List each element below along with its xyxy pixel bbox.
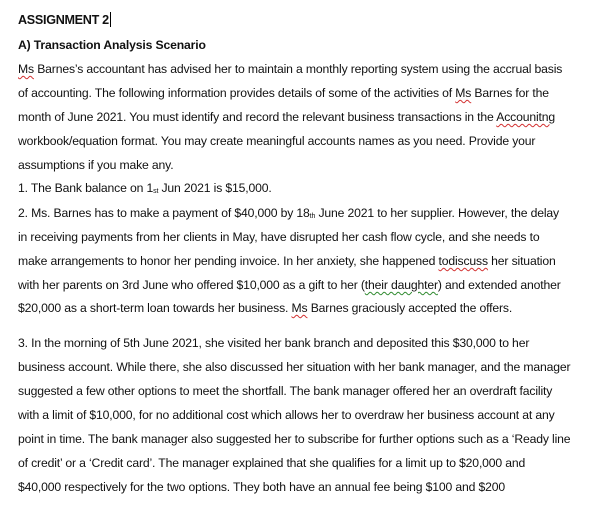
list-item-3-line: point in time. The bank manager also suggested her to subscribe for further options such as a ‘Ready line bbox=[18, 432, 571, 446]
list-item-2-line: $20,000 as a short-term loan towards her business. Ms Barnes graciously accepted the offers. bbox=[18, 301, 513, 315]
misspelled-word[interactable]: Ms bbox=[291, 301, 308, 315]
list-item-3-line: 3. In the morning of 5th June 2021, she visited her bank branch and deposited this $30,000 to her bbox=[18, 336, 530, 350]
section-heading: A) Transaction Analysis Scenario bbox=[18, 38, 206, 52]
misspelled-word[interactable]: todiscuss bbox=[438, 254, 488, 268]
list-item-2-line: in receiving payments from her clients in May, have disrupted her cash flow cycle, and she needs to bbox=[18, 230, 540, 244]
list-item-1: 1. The Bank balance on 1st Jun 2021 is $15,000. bbox=[18, 181, 272, 195]
superscript: st bbox=[153, 188, 159, 195]
paragraph-line: assumptions if you make any. bbox=[18, 158, 174, 172]
paragraph-line: workbook/equation format. You may create meaningful accounts names as you need. Provide your bbox=[18, 134, 536, 148]
misspelled-word[interactable]: Ms bbox=[18, 62, 34, 76]
paragraph-line: of accounting. The following information provides details of some of the activities of Ms Barnes for the bbox=[18, 86, 549, 100]
misspelled-word[interactable]: Ms bbox=[455, 86, 472, 100]
document-title bbox=[18, 12, 111, 28]
paragraph-line: Ms Barnes’s accountant has advised her to maintain a monthly reporting system using the accrual basis bbox=[18, 62, 563, 76]
list-item-3-line: $40,000 respectively for the two options. They both have an annual fee being $100 and $200 bbox=[18, 480, 506, 494]
list-item-3-line: with a limit of $10,000, for no additional cost which allows her to overdraw her business account at any bbox=[18, 408, 555, 422]
superscript: th bbox=[309, 213, 316, 220]
grammar-flagged-phrase[interactable]: their daughter bbox=[364, 278, 438, 292]
title-text: ASSIGNMENT 2 bbox=[18, 13, 109, 27]
list-item-3-line: business account. While there, she also discussed her situation with her bank manager, and the manager bbox=[18, 360, 571, 374]
list-item-2-line: with her parents on 3rd June who offered $10,000 as a gift to her (their daughter) and extended another bbox=[18, 278, 561, 292]
list-item-2-line: make arrangements to honor her pending invoice. In her anxiety, she happened todiscuss her situation bbox=[18, 254, 556, 268]
paragraph-line: month of June 2021. You must identify and record the relevant business transactions in the Accounitng bbox=[18, 110, 556, 124]
misspelled-word[interactable]: Accounitng bbox=[496, 110, 556, 124]
list-item-2-line: 2. Ms. Barnes has to make a payment of $40,000 by 18th June 2021 to her supplier. However, the delay bbox=[18, 206, 559, 220]
text-cursor bbox=[110, 12, 111, 27]
list-item-3-line: suggested a few other options to meet the shortfall. The bank manager offered her an overdraft facility bbox=[18, 384, 553, 398]
list-item-3-line: of credit’ or a ‘Credit card’. The manager explained that she qualifies for a limit up to $20,000 and bbox=[18, 456, 526, 470]
